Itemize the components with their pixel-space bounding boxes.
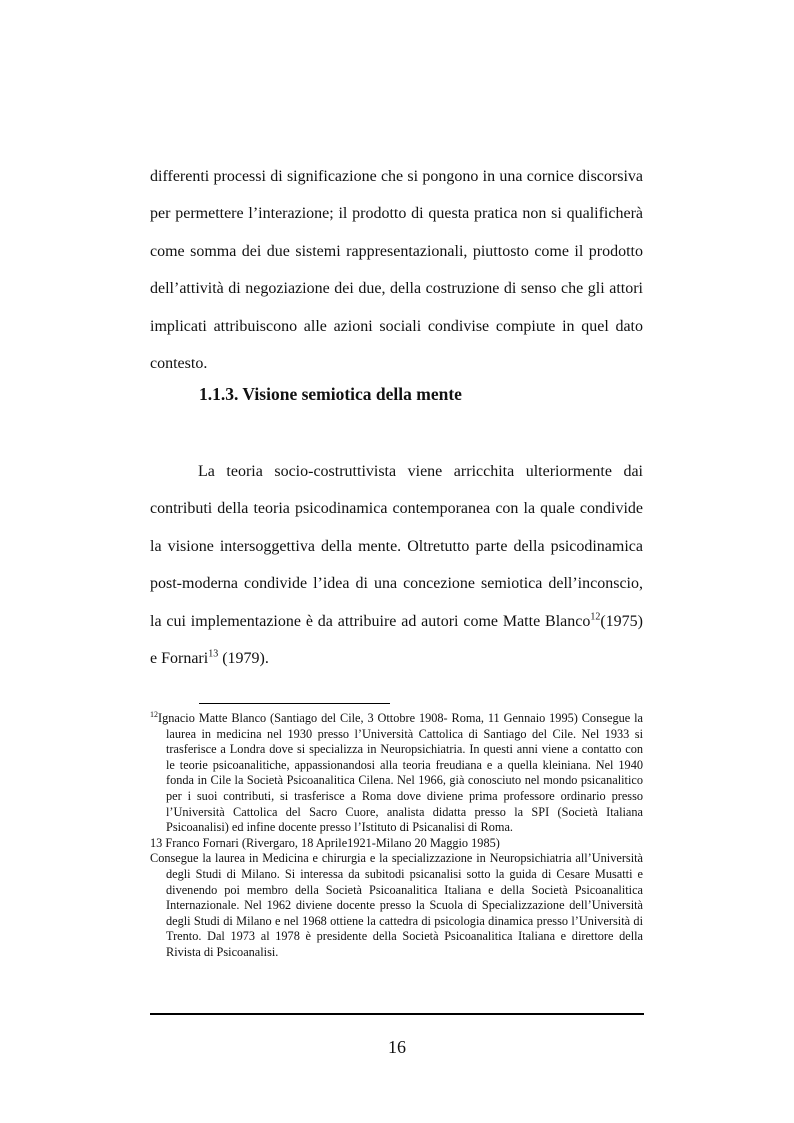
paragraph-2-text-a: La teoria socio-costruttivista viene arricchita ulteriormente dai contributi della teoria psicodinamica contemporanea con la quale condivide la visione intersoggettiva della mente. Oltretutto parte della psicodinamica post-moderna condivide l’idea di una concezione semiotica dell’inconscio, la cui implementazione è da attribuire ad autori come Matte Blanco <box>150 463 643 630</box>
footnotes <box>150 711 643 961</box>
footnote-13-heading: 13 Franco Fornari (Rivergaro, 18 Aprile1921-Milano 20 Maggio 1985) <box>150 835 500 850</box>
body-paragraph-1: differenti processi di significazione che si pongono in una cornice discorsiva per permettere l’interazione; il prodotto di questa pratica non si qualificherà come somma dei due sistemi rappresentazionali, piuttosto come il prodotto dell’attività di negoziazione dei due, della costruzione di senso che gli attori implicati attribuiscono alle azioni sociali condivise compiute in quel dato contesto. <box>150 168 643 373</box>
footnote-12-text: Ignacio Matte Blanco (Santiago del Cile, 3 Ottobre 1908- Roma, 11 Gennaio 1995) Consegue la laurea in medicina nel 1930 presso l’Università Cattolica di Santiago del Cile. Nel 1933 si trasferisce a Londra dove si specializza in Neuropsichiatria. In questi anni viene a contatto con le teorie psicoanalitiche, appassionandosi alla teoria freudiana e a quella kleiniana. Nel 1940 fonda in Cile la Società Psicoanalitica Cilena. Nel 1966, già conosciuto nel mondo psicanalitico per i suoi contributi, si trasferisce a Roma dove diviene prima professore ordinario presso l’Università Cattolica del Sacro Cuore, analista didatta presso la SPI (Società Italiana Psicoanalisi) ed infine docente presso l’Istituto di Psicanalisi di Roma. <box>158 711 643 835</box>
footnote-ref-13: 13 <box>208 648 219 660</box>
footnote-12 <box>150 711 643 836</box>
footnote-13-text: Consegue la laurea in Medicina e chirurgia e la specializzazione in Neuropsichiatria all’Università degli Studi di Milano. Si interessa da subitodi psicanalisi sotto la guida di Cesare Musatti e divenendo poi membro della Società Psicoanalitica Italiana e della Società Psicoanalitica Internazionale. Nel 1962 diviene docente presso la Scuola di Specializzazione dell’Università degli Studi di Milano e nel 1968 ottiene la cattedra di psicologia dinamica presso l’Università di Trento. Dal 1973 al 1978 è presidente della Società Psicoanalitica Italiana e direttore della Rivista di Psicoanalisi. <box>150 851 643 959</box>
body-paragraph-2 <box>150 453 643 677</box>
footnote-12-marker: 12 <box>150 709 158 719</box>
page-footer-rule <box>150 1013 644 1015</box>
footnote-separator <box>199 703 390 704</box>
page-number: 16 <box>388 1037 406 1057</box>
footnote-ref-12: 12 <box>590 611 601 623</box>
paragraph-2-text-b: (1975) e Fornari <box>150 612 643 668</box>
paragraph-2-text-c: (1979). <box>218 650 269 668</box>
section-heading: 1.1.3. Visione semiotica della mente <box>199 384 462 404</box>
